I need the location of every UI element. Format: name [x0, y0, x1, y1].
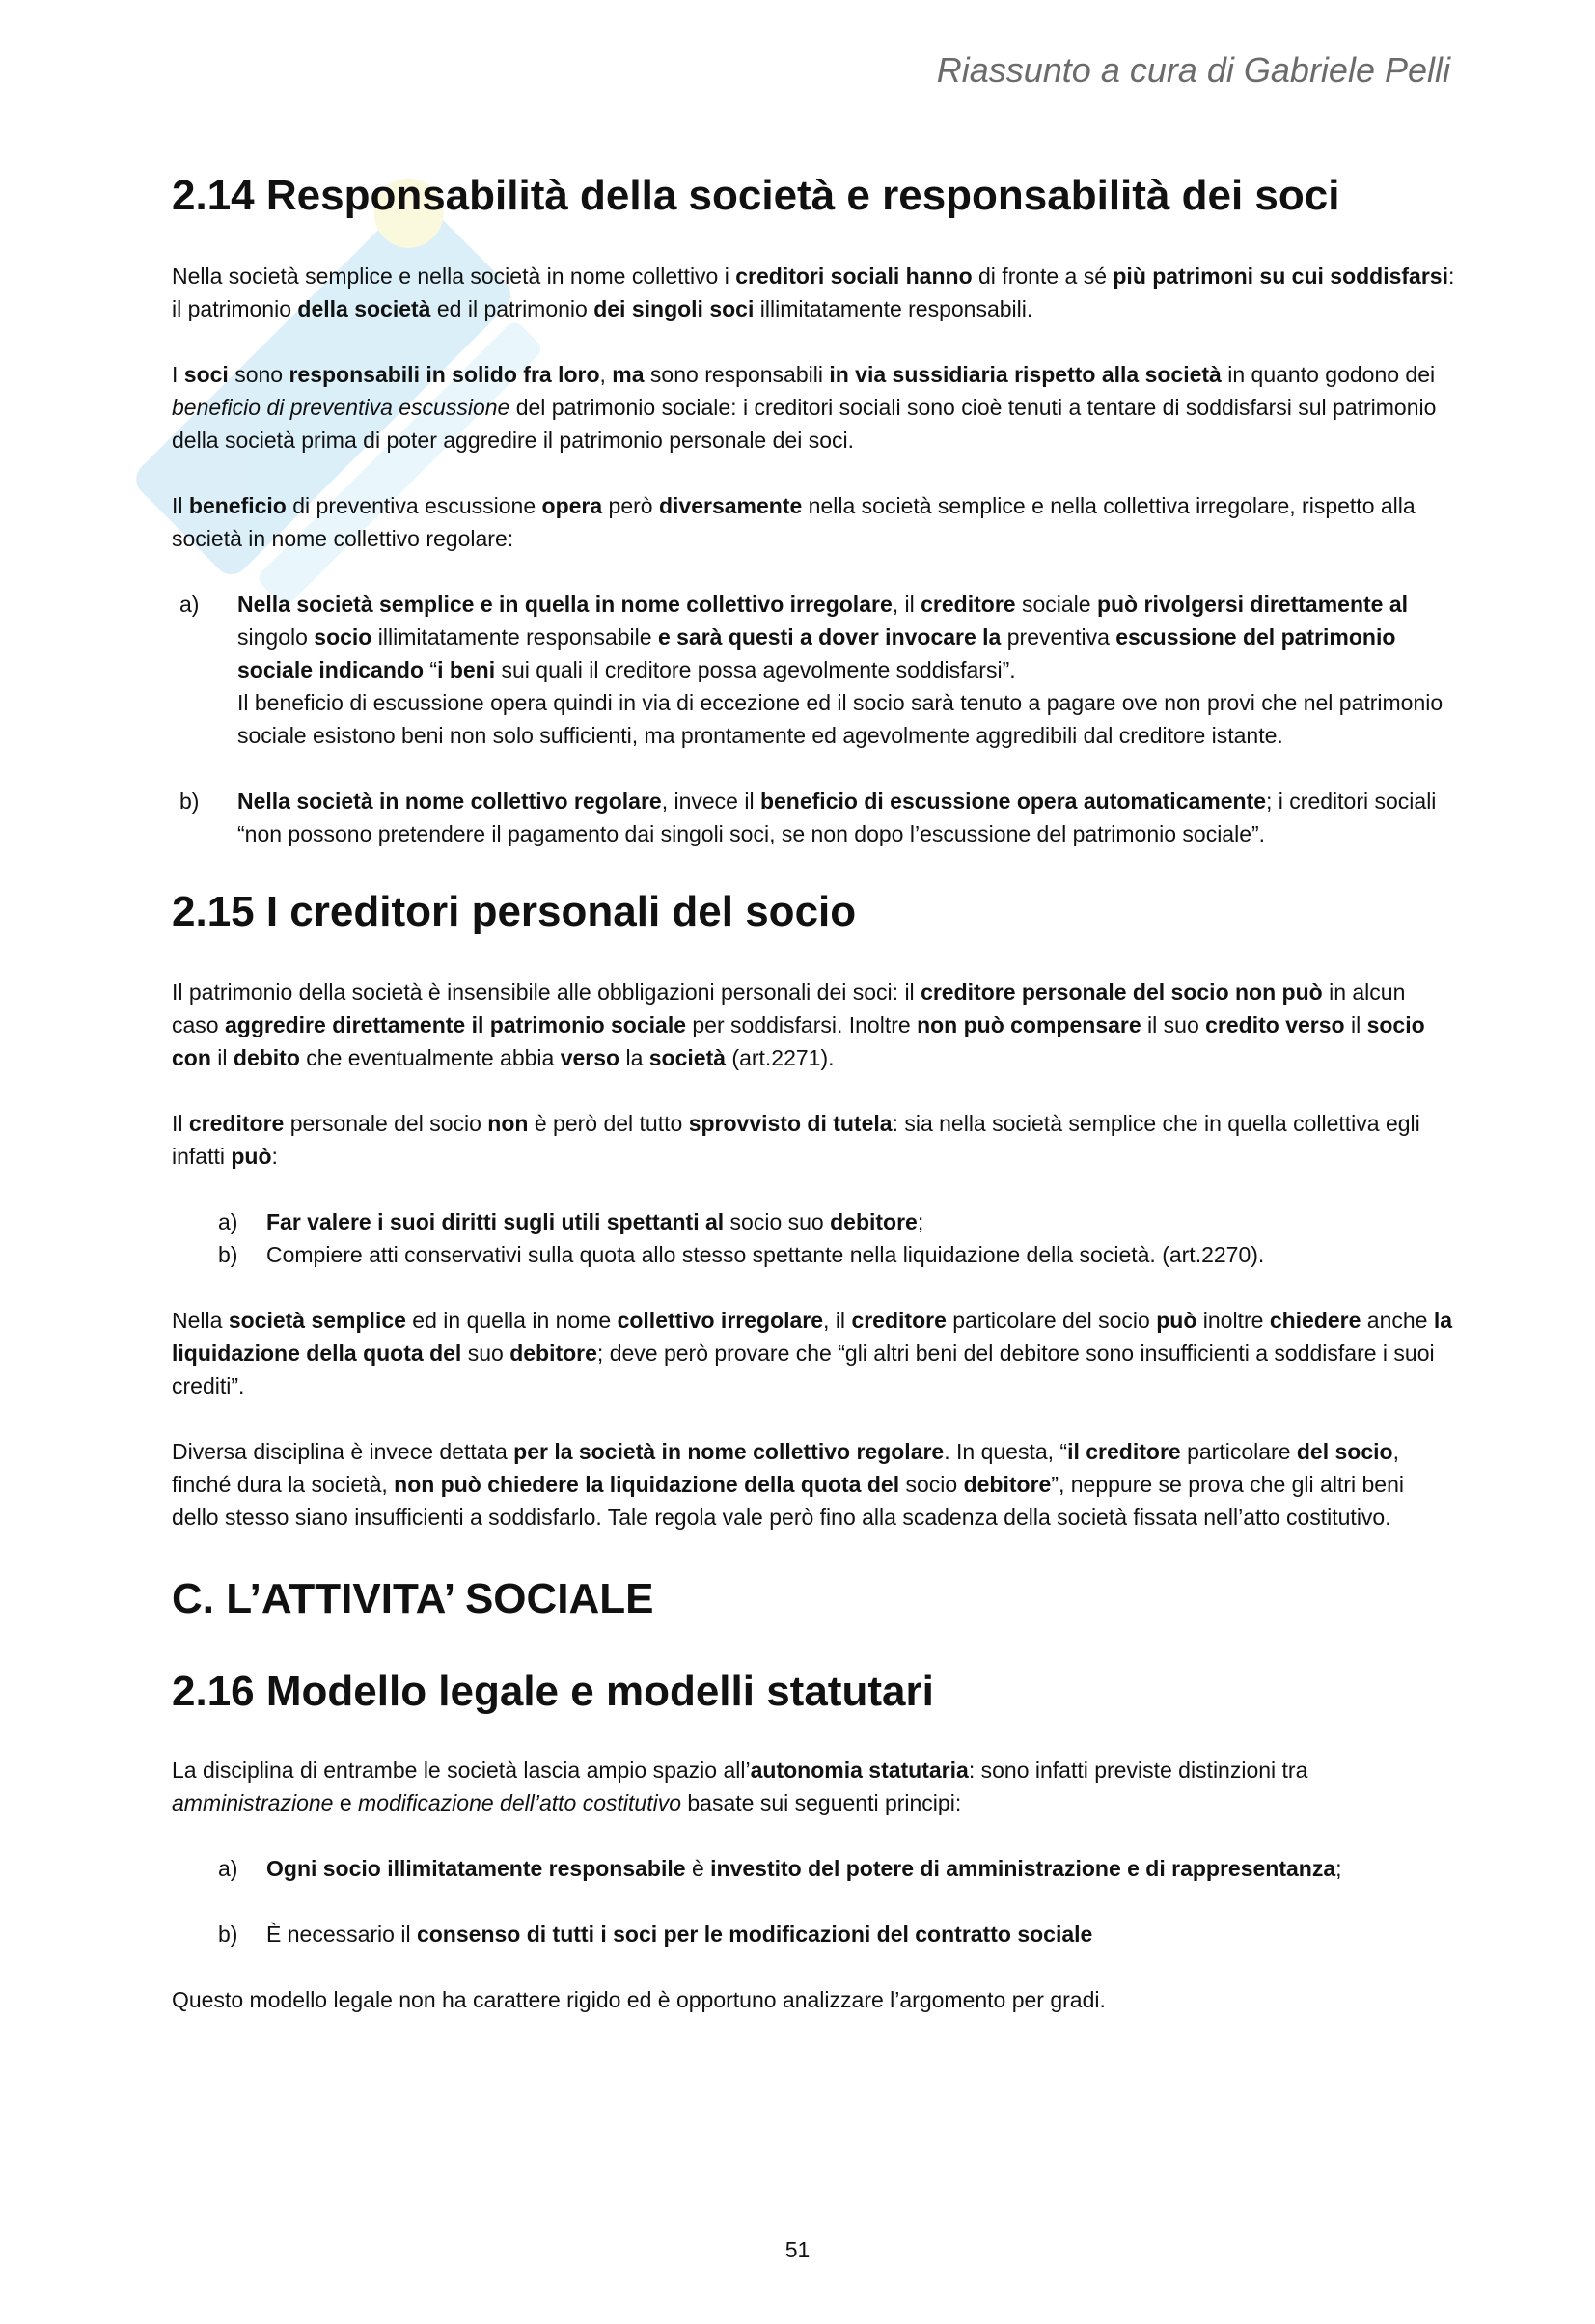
bold-run: creditore [188, 1111, 285, 1136]
bold-run: collettivo irregolare [617, 1308, 824, 1333]
text-run: sui quali il creditore possa agevolmente soddisfarsi”. [495, 657, 1016, 682]
text-run: sono [228, 362, 289, 387]
bold-run: e sarà questi a dover invocare la [657, 624, 1002, 650]
bold-run: chiedere [1269, 1308, 1361, 1333]
text-run: il suo [1141, 1012, 1206, 1038]
bold-run: non può compensare [917, 1012, 1141, 1038]
text-run: Il patrimonio della società è insensibile alle obbligazioni personali dei soci: il [172, 980, 921, 1005]
text-run: di fronte a sé [972, 263, 1114, 289]
bold-run: debito [233, 1045, 300, 1070]
bold-run: Ogni socio illimitatamente responsabile [266, 1856, 686, 1881]
bold-run: può rivolgersi direttamente al [1096, 592, 1409, 617]
text-run: illimitatamente responsabile [371, 624, 658, 650]
bold-run: investito del potere di amministrazione e di rappresentanza [710, 1856, 1336, 1881]
paragraph [172, 260, 1455, 325]
bold-run: responsabili in solido fra loro [289, 362, 600, 387]
text-run: è [685, 1856, 711, 1881]
bold-run: opera [541, 493, 603, 518]
paragraph [172, 358, 1455, 456]
list-text-extra: Il beneficio di escussione opera quindi in via di eccezione ed il socio sarà tenuto a pagare ove non provi che nel patrimonio sociale esistono beni non solo sufficienti, ma prontamente ed agevolmente aggredibili dal creditore istante. [237, 690, 1444, 748]
bold-run: per la società in nome collettivo regolare [513, 1439, 945, 1464]
bold-run: dei singoli soci [593, 296, 755, 321]
bold-run: creditore personale del socio non può [921, 980, 1323, 1005]
list-item [172, 1205, 1455, 1238]
bold-run: ma [612, 362, 645, 387]
page-number: 51 [784, 2237, 811, 2262]
text-run: (art.2271). [726, 1045, 835, 1070]
section-title-2-15: 2.15 I creditori personali del socio [172, 888, 857, 935]
text-run: sociale [1015, 592, 1097, 617]
bold-run: creditori sociali hanno [735, 263, 973, 289]
text-run: Nella [172, 1308, 229, 1333]
bold-run: debitore [509, 1341, 597, 1366]
text-run: suo [461, 1341, 510, 1366]
bold-run: della società [297, 296, 431, 321]
list-marker: a) [218, 1209, 238, 1234]
text-run: Nella società semplice e nella società in nome collettivo i [172, 263, 736, 289]
paragraph [172, 489, 1455, 555]
text-run: Il [172, 1111, 189, 1136]
paragraph: Questo modello legale non ha carattere rigido ed è opportuno analizzare l’argomento per gradi. [172, 1987, 1106, 2012]
bold-run: socio [314, 624, 372, 650]
bold-run: debitore [963, 1472, 1052, 1497]
text-run: ; [917, 1209, 924, 1234]
list-marker: b) [218, 1922, 238, 1947]
bold-run: società [648, 1045, 727, 1070]
list-text [237, 785, 1455, 850]
list-text [266, 1918, 1455, 1950]
text-run: particolare [1180, 1439, 1297, 1464]
text-run: , invece il [661, 788, 760, 814]
text-run: in alcun caso [172, 980, 1406, 1038]
text-run: personale del socio [284, 1111, 488, 1136]
text-run: particolare del socio [946, 1308, 1157, 1333]
list-item [172, 588, 1455, 752]
bold-run: del socio [1296, 1439, 1393, 1464]
bold-run: consenso di tutti i soci per le modificazioni del contratto sociale [416, 1922, 1093, 1947]
list-marker: a) [218, 1856, 238, 1881]
text-run: , il [892, 592, 921, 617]
text-run: di preventiva escussione [286, 493, 542, 518]
text-run: però [602, 493, 659, 518]
italic-run: modificazione dell’atto costitutivo [358, 1790, 681, 1815]
bold-run: Nella società in nome collettivo regolare [237, 788, 662, 814]
bold-run: il creditore [1067, 1439, 1181, 1464]
paragraph [172, 976, 1455, 1074]
text-run: singolo [237, 624, 315, 650]
text-run: . In questa, “ [944, 1439, 1068, 1464]
text-run: è però del tutto [528, 1111, 689, 1136]
text-run: la [619, 1045, 649, 1070]
text-run: nella società semplice e nella collettiva irregolare, rispetto alla società in nome collettivo regolare: [172, 493, 1416, 551]
list-item [172, 1852, 1455, 1885]
text-run: Diversa disciplina è invece dettata [172, 1439, 514, 1464]
bold-run: i beni [437, 657, 496, 682]
text-run: socio [899, 1472, 964, 1497]
bold-run: autonomia statutaria [750, 1757, 969, 1783]
text-run: ; [1335, 1856, 1342, 1881]
italic-run: amministrazione [172, 1790, 334, 1815]
bold-run: più patrimoni su cui soddisfarsi [1113, 263, 1448, 289]
text-run: La disciplina di entrambe le società lascia ampio spazio all’ [172, 1757, 751, 1783]
bold-run: debitore [830, 1209, 918, 1234]
text-run: , il [823, 1308, 852, 1333]
text-run: illimitatamente responsabili. [754, 296, 1033, 321]
paragraph [172, 1107, 1455, 1173]
page-content [172, 169, 1455, 2016]
text-run: preventiva [1001, 624, 1116, 650]
bold-run: beneficio [188, 493, 287, 518]
list-marker: a) [179, 592, 200, 617]
bold-run: verso [560, 1045, 620, 1070]
list-text [266, 1205, 1455, 1238]
list-item [172, 1918, 1455, 1950]
text-run: , [599, 362, 613, 387]
header-author: Riassunto a cura di Gabriele Pelli [936, 50, 1450, 90]
text-run: il [1344, 1012, 1367, 1038]
text-run: basate sui seguenti principi: [680, 1790, 962, 1815]
list-marker: b) [179, 788, 200, 814]
bold-run: beneficio di escussione opera automaticamente [759, 788, 1267, 814]
list-marker: b) [218, 1242, 238, 1267]
bold-run: Nella società semplice e in quella in nome collettivo irregolare [237, 592, 893, 617]
list-item [172, 785, 1455, 850]
paragraph [172, 1304, 1455, 1402]
text-run: ed il patrimonio [430, 296, 594, 321]
bold-run: può [231, 1144, 272, 1169]
bold-run: escussione del patrimonio sociale indicando [237, 624, 1396, 682]
text-run: ; deve però provare che “gli altri beni del debitore sono insufficienti a soddisfare i suoi crediti”. [172, 1341, 1435, 1398]
text-run: del patrimonio sociale: i creditori sociali sono cioè tenuti a tentare di soddisfarsi sul patrimonio della società prima di poter aggredire il patrimonio personale dei soci. [172, 395, 1437, 453]
text-run: ed in quella in nome [405, 1308, 618, 1333]
text-run: ”, neppure se prova che gli altri beni dello stesso siano insufficienti a soddisfarlo. Tale regola vale però fino alla scadenza della società fissata nell’atto costitutivo. [172, 1472, 1404, 1530]
text-run: socio suo [724, 1209, 831, 1234]
bold-run: non può chiedere la liquidazione della quota del [394, 1472, 900, 1497]
list-text [266, 1852, 1455, 1885]
paragraph [172, 1754, 1455, 1819]
text-run: , finché dura la società, [172, 1439, 1399, 1497]
bold-run: aggredire direttamente il patrimonio sociale [224, 1012, 686, 1038]
text-run: in quanto godono dei [1221, 362, 1436, 387]
text-run: il [210, 1045, 234, 1070]
italic-run: beneficio di preventiva escussione [172, 395, 510, 420]
paragraph [172, 1435, 1455, 1534]
bold-run: non [487, 1111, 529, 1136]
list-text [266, 1238, 1455, 1271]
text-run: ; i creditori sociali “non possono pretendere il pagamento dai singoli soci, se non dopo l’escussione del patrimonio sociale”. [237, 788, 1437, 846]
bold-run: creditore [851, 1308, 947, 1333]
text-run: È necessario il [266, 1922, 417, 1947]
text-run: Compiere atti conservativi sulla quota allo stesso spettante nella liquidazione della società. (art.2270). [266, 1242, 1265, 1267]
section-title-2-16: 2.16 Modello legale e modelli statutari [172, 1668, 934, 1715]
bold-run: soci [183, 362, 229, 387]
bold-run: sprovvisto di tutela [688, 1111, 893, 1136]
text-run: anche [1361, 1308, 1434, 1333]
bold-run: in via sussidiaria rispetto alla società [829, 362, 1222, 387]
bold-run: credito verso [1205, 1012, 1345, 1038]
text-run: I [172, 362, 184, 387]
text-run: che eventualmente abbia [299, 1045, 561, 1070]
bold-run: Far valere i suoi diritti sugli utili spettanti al [266, 1209, 725, 1234]
text-run: Il [172, 493, 189, 518]
text-run: : sono infatti previste distinzioni tra [968, 1757, 1308, 1783]
list-item [172, 1238, 1455, 1271]
bold-run: la liquidazione della quota del [172, 1308, 1453, 1366]
bold-run: diversamente [658, 493, 803, 518]
text-run: : [271, 1144, 278, 1169]
text-run: e [333, 1790, 359, 1815]
text-run: : il patrimonio [172, 263, 1455, 321]
section-title-c: C. L’ATTIVITA’ SOCIALE [172, 1575, 654, 1622]
text-run: inoltre [1196, 1308, 1270, 1333]
text-run: sono responsabili [644, 362, 830, 387]
text-run: : sia nella società semplice che in quella collettiva egli infatti [172, 1111, 1420, 1169]
list-text [237, 592, 1408, 682]
section-title-2-14: 2.14 Responsabilità della società e responsabilità dei soci [172, 172, 1340, 219]
bold-run: può [1156, 1308, 1197, 1333]
bold-run: creditore [921, 592, 1016, 617]
text-run: “ [424, 657, 438, 682]
bold-run: società semplice [228, 1308, 406, 1333]
bold-run: socio con [172, 1012, 1425, 1070]
text-run: per soddisfarsi. Inoltre [686, 1012, 918, 1038]
